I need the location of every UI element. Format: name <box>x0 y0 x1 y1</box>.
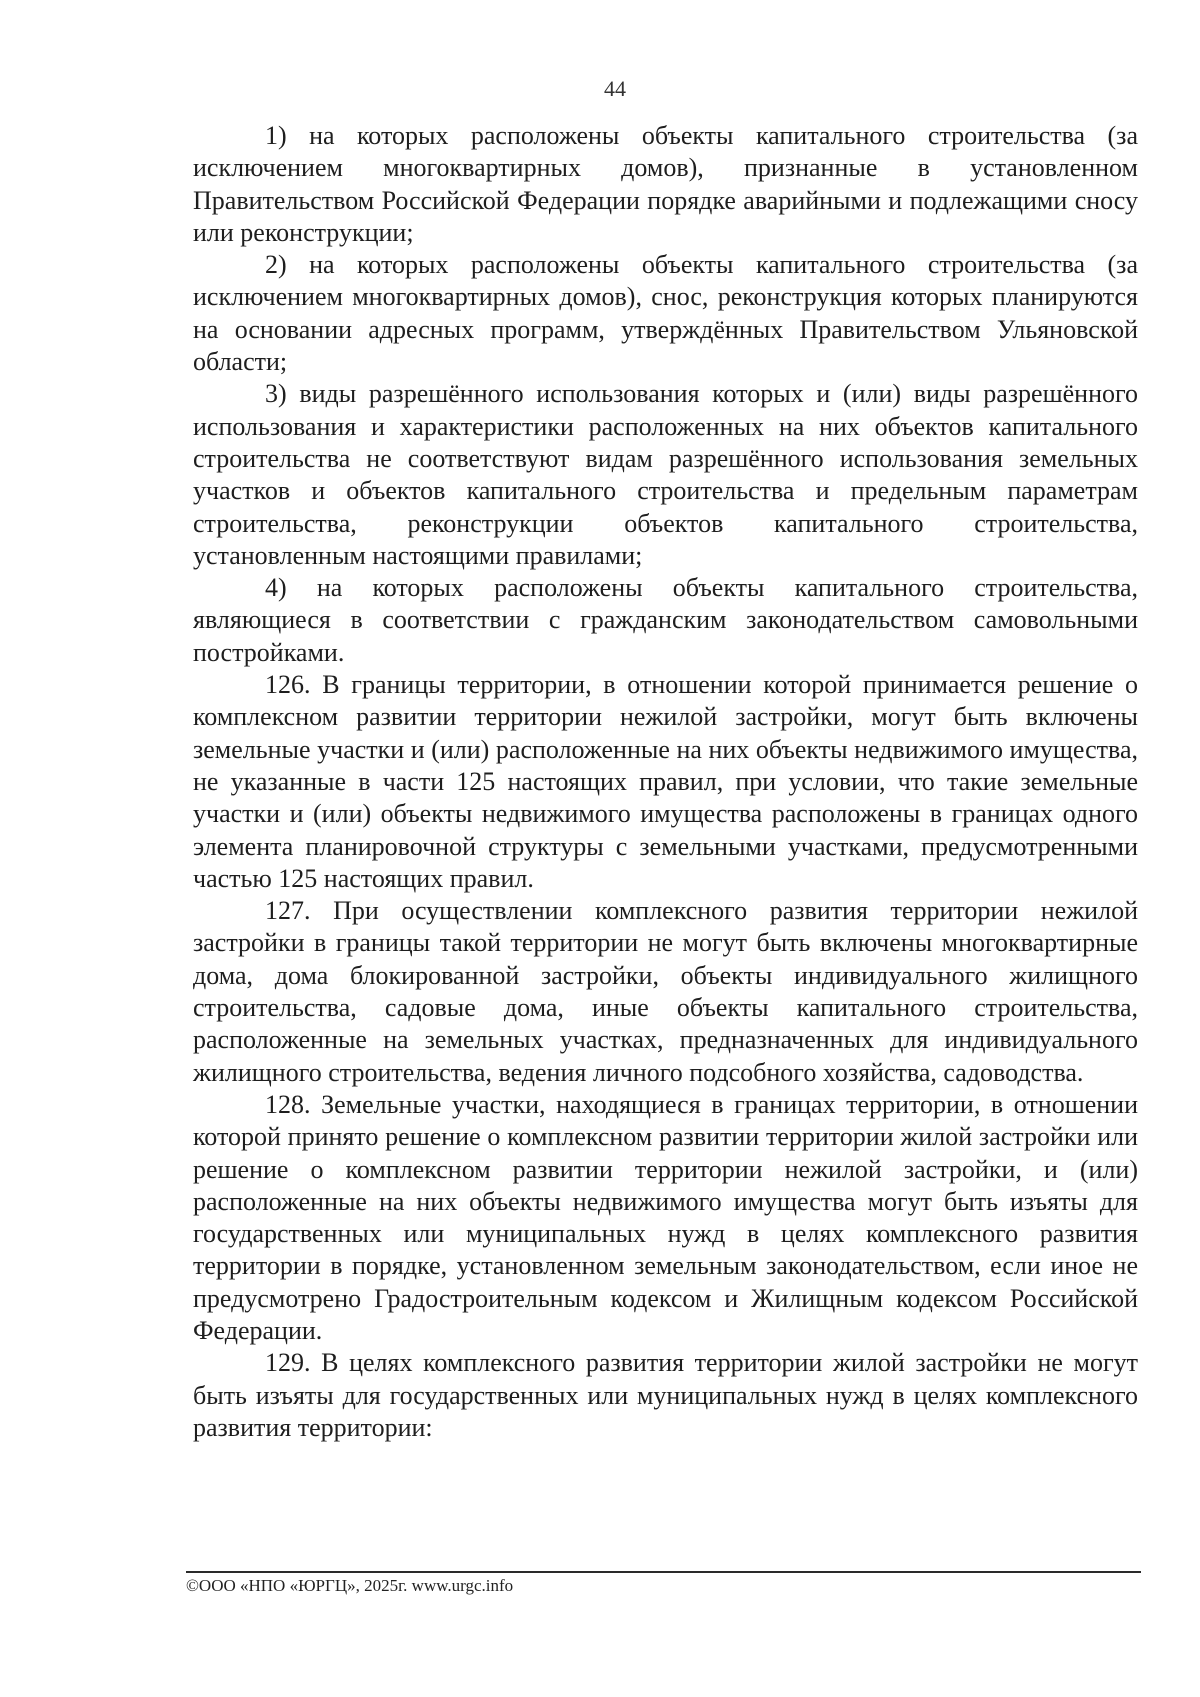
paragraph-item-2: 2) на которых расположены объекты капитального строительства (за исключением многоквартирных домов), снос, реконструкция которых планируются на основании адресных программ, утверждённых Правительством Ульяновской области; <box>193 250 1138 377</box>
paragraph-clause-129: 129. В целях комплексного развития территории жилой застройки не могут быть изъяты для государственных или муниципальных нужд в целях комплексного развития территории: <box>193 1348 1138 1442</box>
paragraph-item-4: 4) на которых расположены объекты капитального строительства, являющиеся в соответствии с гражданским законодательством самовольными постройками. <box>193 573 1138 667</box>
paragraph-clause-127: 127. При осуществлении комплексного развития территории нежилой застройки в границы такой территории не могут быть включены многоквартирные дома, дома блокированной застройки, объекты индивидуального жилищного строительства, садовые дома, иные объекты капитального строительства, расположенные на земельных участках, предназначенных для индивидуального жилищного строительства, ведения личного подсобного хозяйства, садоводства. <box>193 896 1138 1087</box>
document-body <box>193 120 1138 1444</box>
paragraph-clause-128: 128. Земельные участки, находящиеся в границах территории, в отношении которой принято решение о комплексном развитии территории жилой застройки или решение о комплексном развитии территории нежилой застройки, и (или) расположенные на них объекты недвижимого имущества могут быть изъяты для государственных или муниципальных нужд в целях комплексного развития территории в порядке, установленном земельным законодательством, если иное не предусмотрено Градостроительным кодексом и Жилищным кодексом Российской Федерации. <box>193 1089 1138 1345</box>
footer-copyright: ©ООО «НПО «ЮРГЦ», 2025г. www.urgc.info <box>186 1576 514 1595</box>
paragraph-item-3: 3) виды разрешённого использования которых и (или) виды разрешённого использования и характеристики расположенных на них объектов капитального строительства не соответствуют видам разрешённого использования земельных участков и объектов капитального строительства и предельным параметрам строительства, реконструкции объектов капитального строительства, установленным настоящими правилами; <box>193 379 1138 570</box>
paragraph-item-1: 1) на которых расположены объекты капитального строительства (за исключением многоквартирных домов), признанные в установленном Правительством Российской Федерации порядке аварийными и подлежащими сносу или реконструкции; <box>193 121 1138 247</box>
page-number: 44 <box>604 76 626 101</box>
footer-divider <box>186 1571 1141 1573</box>
paragraph-clause-126: 126. В границы территории, в отношении которой принимается решение о комплексном развитии территории нежилой застройки, могут быть включены земельные участки и (или) расположенные на них объекты недвижимого имущества, не указанные в части 125 настоящих правил, при условии, что такие земельные участки и (или) объекты недвижимого имущества расположены в границах одного элемента планировочной структуры с земельными участками, предусмотренными частью 125 настоящих правил. <box>193 670 1138 893</box>
